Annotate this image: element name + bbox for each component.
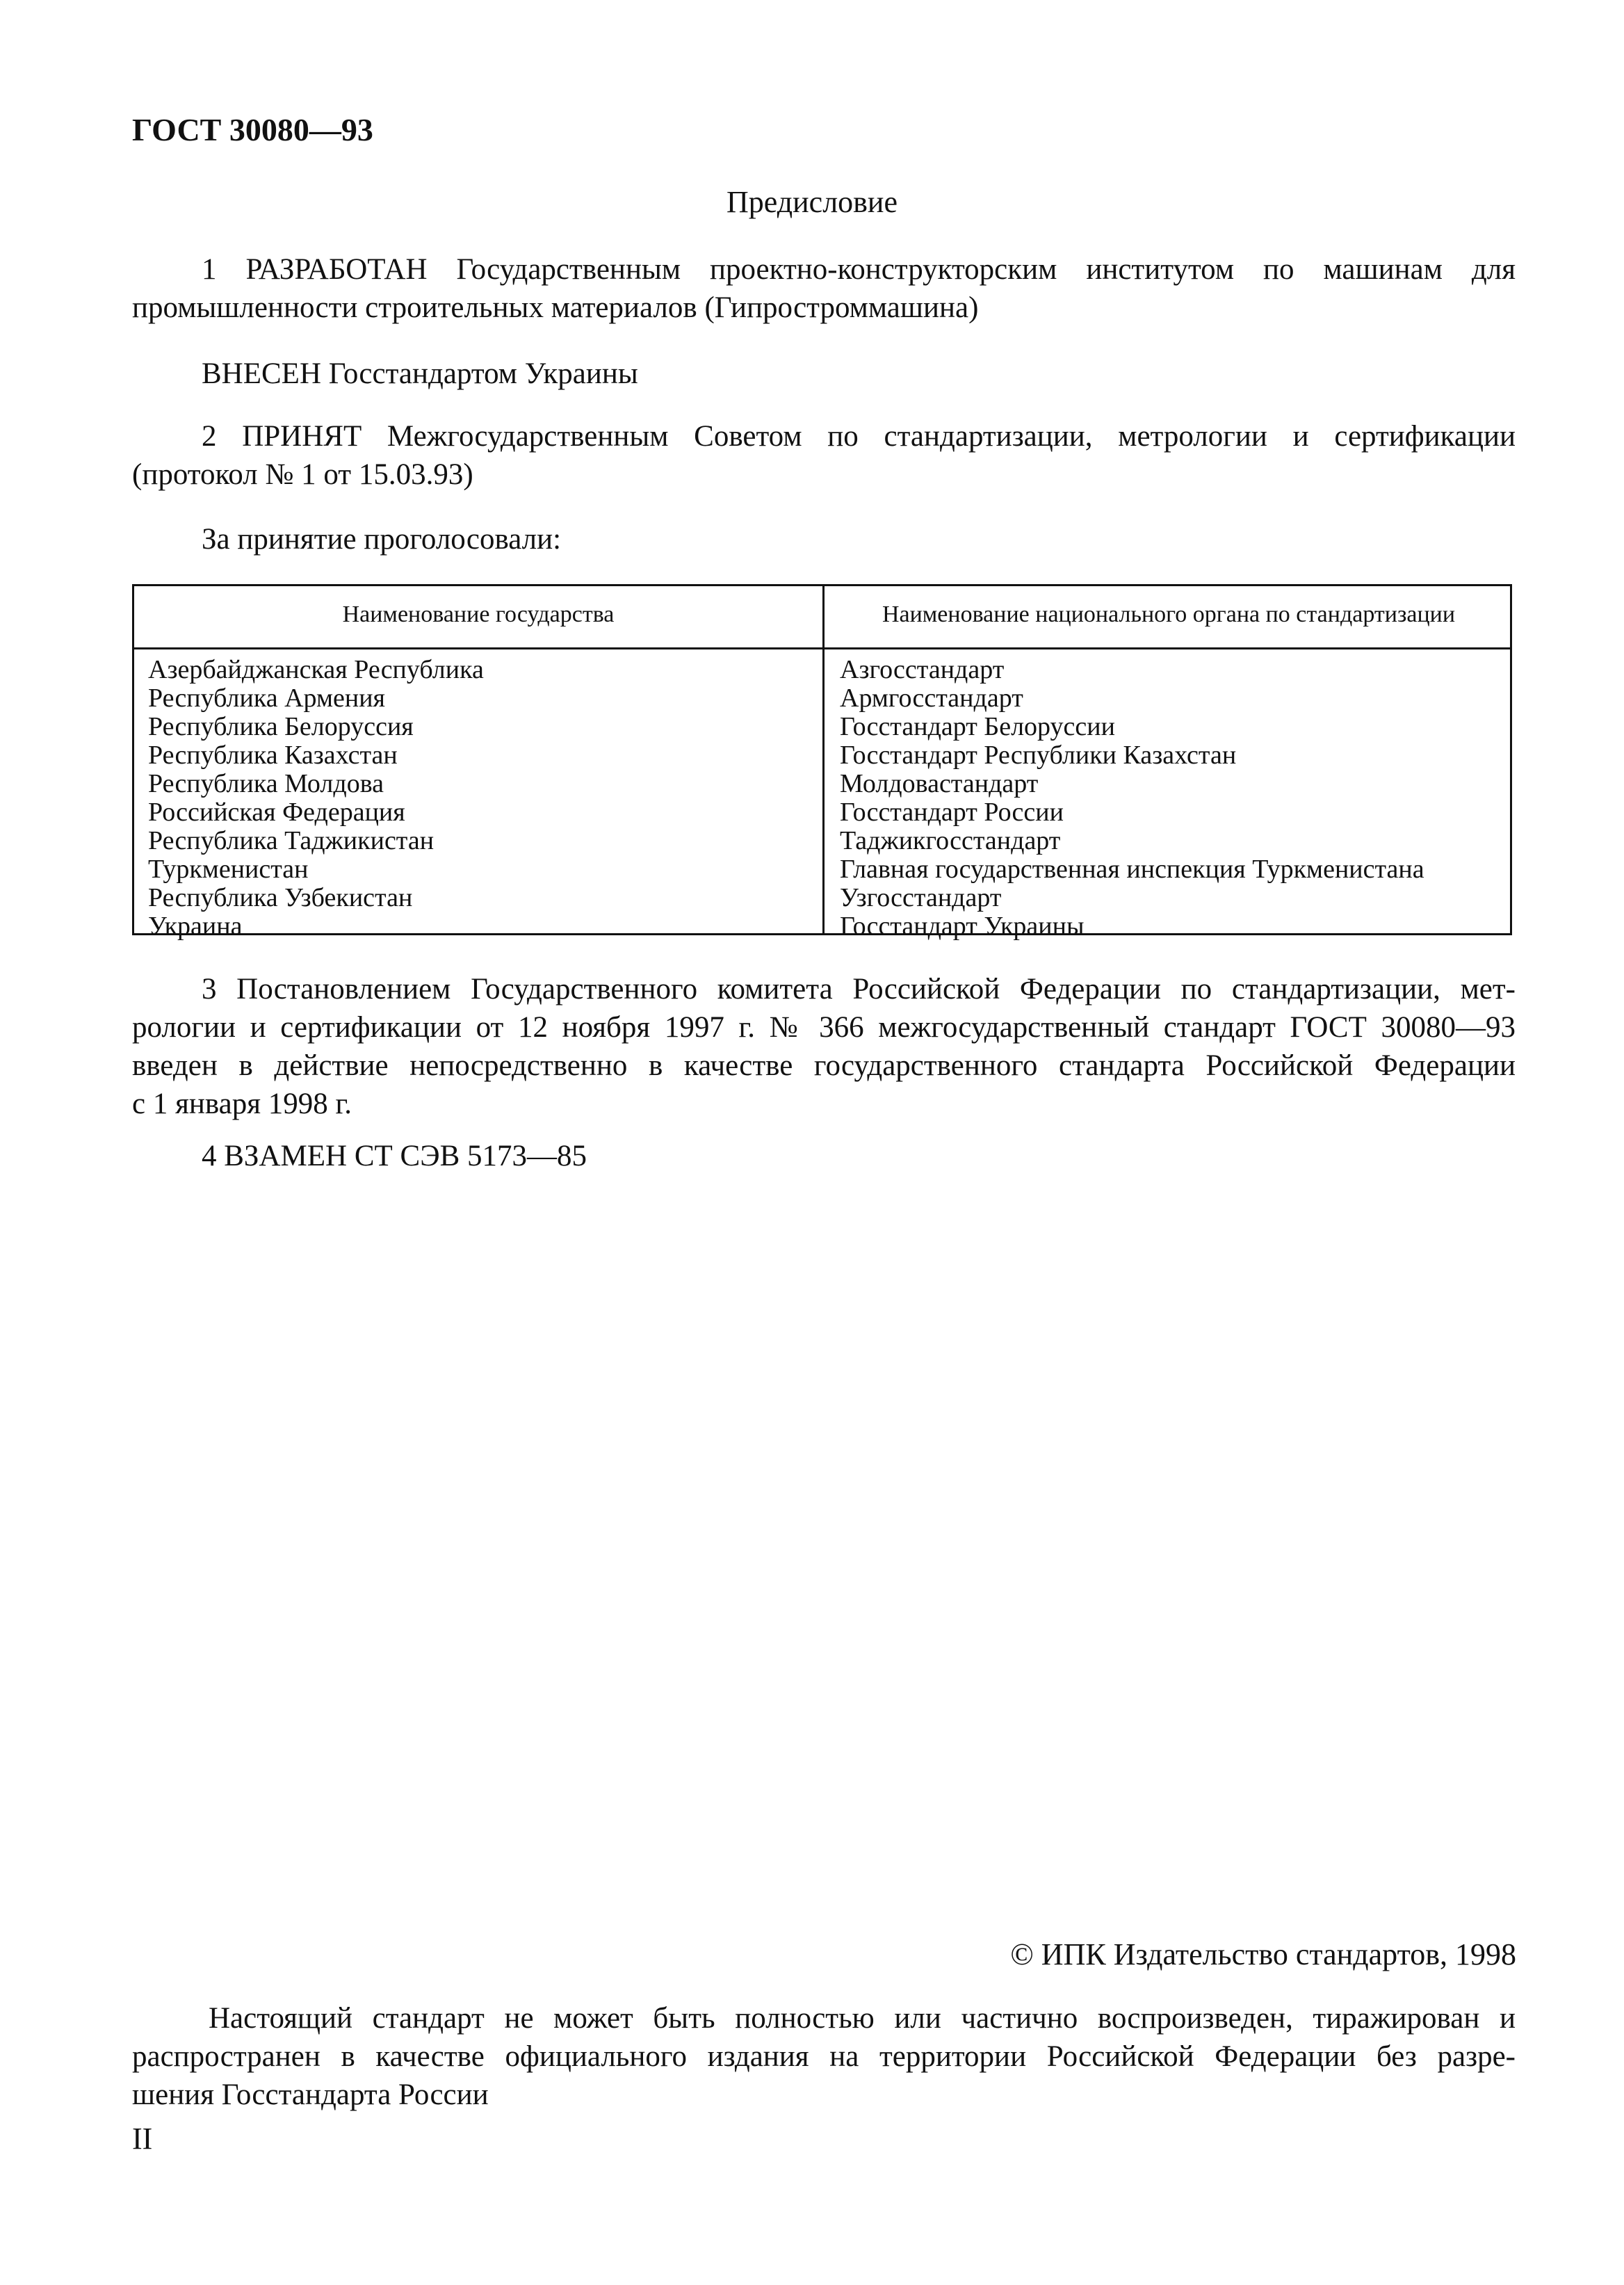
table-header-state: Наименование государства	[342, 601, 615, 627]
introduced-by: ВНЕСЕН Госстандартом Украины	[202, 357, 638, 390]
document-header: ГОСТ 30080—93	[132, 112, 373, 147]
reproduction-notice	[132, 1999, 1516, 2114]
table-cell-body: Молдовастандарт	[840, 769, 1039, 798]
table-cell-state: Республика Молдова	[148, 769, 384, 798]
table-cell-body: Госстандарт Украины	[840, 912, 1085, 941]
page-number: II	[132, 2122, 153, 2156]
table-cell-state: Украина	[148, 912, 243, 941]
table-cell-state: Республика Таджикистан	[148, 826, 435, 855]
table-header-body: Наименование национального органа по стандартизации	[882, 601, 1456, 627]
table-cell-state: Республика Узбекистан	[148, 883, 413, 912]
table-cell-body: Госстандарт России	[840, 798, 1064, 827]
table-cell-body: Азгосстандарт	[840, 655, 1005, 684]
table-column-states	[148, 656, 484, 941]
notice-line-3: шения Госстандарта России	[132, 2078, 489, 2111]
item-2-line-1: 2 ПРИНЯТ Межгосударственным Советом по стандартизации, метрологии и сертификации	[202, 420, 1516, 453]
item-1-paragraph	[132, 250, 1516, 327]
table-column-bodies	[840, 656, 1424, 941]
table-cell-state: Азербайджанская Республика	[148, 655, 484, 684]
table-cell-state: Республика Белоруссия	[148, 712, 414, 741]
item-3-line-1: 3 Постановлением Государственного комитета Российской Федерации по стандартизации, мет-	[202, 973, 1516, 1006]
table-cell-body: Армгосстандарт	[840, 684, 1023, 713]
table-cell-body: Главная государственная инспекция Туркменистана	[840, 855, 1424, 884]
table-cell-state: Туркменистан	[148, 855, 309, 884]
voting-table	[132, 584, 1512, 941]
copyright-notice: © ИПК Издательство стандартов, 1998	[1010, 1937, 1516, 1971]
notice-line-2: распространен в качестве официального издания на территории Российской Федерации без разре-	[132, 2040, 1516, 2073]
item-1-line-2: промышленности строительных материалов (Гипростроммашина)	[132, 291, 979, 324]
table-cell-body: Госстандарт Белоруссии	[840, 712, 1115, 741]
table-cell-body: Таджикгосстандарт	[840, 826, 1061, 855]
voted-intro: За принятие проголосовали:	[202, 523, 562, 556]
table-cell-state: Российская Федерация	[148, 798, 405, 827]
notice-line-1: Настоящий стандарт не может быть полностью или частично воспроизведен, тиражирован и	[209, 2002, 1516, 2035]
table-cell-state: Республика Казахстан	[148, 741, 398, 770]
table-header-divider	[134, 647, 1510, 649]
item-2-line-2: (протокол № 1 от 15.03.93)	[132, 458, 473, 491]
item-2-paragraph	[132, 417, 1516, 494]
item-3-line-4: с 1 января 1998 г.	[132, 1088, 352, 1120]
item-4: 4 ВЗАМЕН СТ СЭВ 5173—85	[202, 1140, 587, 1172]
item-1-line-1: 1 РАЗРАБОТАН Государственным проектно-конструкторским институтом по машинам для	[202, 253, 1516, 286]
table-cell-body: Госстандарт Республики Казахстан	[840, 741, 1237, 770]
item-3-line-2: рологии и сертификации от 12 ноября 1997 г. № 366 межгосударственный стандарт ГОСТ 30080—93	[132, 1011, 1516, 1044]
table-cell-body: Узгосстандарт	[840, 883, 1002, 912]
table-column-divider	[822, 586, 825, 933]
page-title: Предисловие	[726, 185, 898, 219]
item-3-paragraph	[132, 970, 1516, 1123]
item-3-line-3: введен в действие непосредственно в качестве государственного стандарта Российской Федерации	[132, 1049, 1516, 1082]
table-cell-state: Республика Армения	[148, 684, 386, 713]
